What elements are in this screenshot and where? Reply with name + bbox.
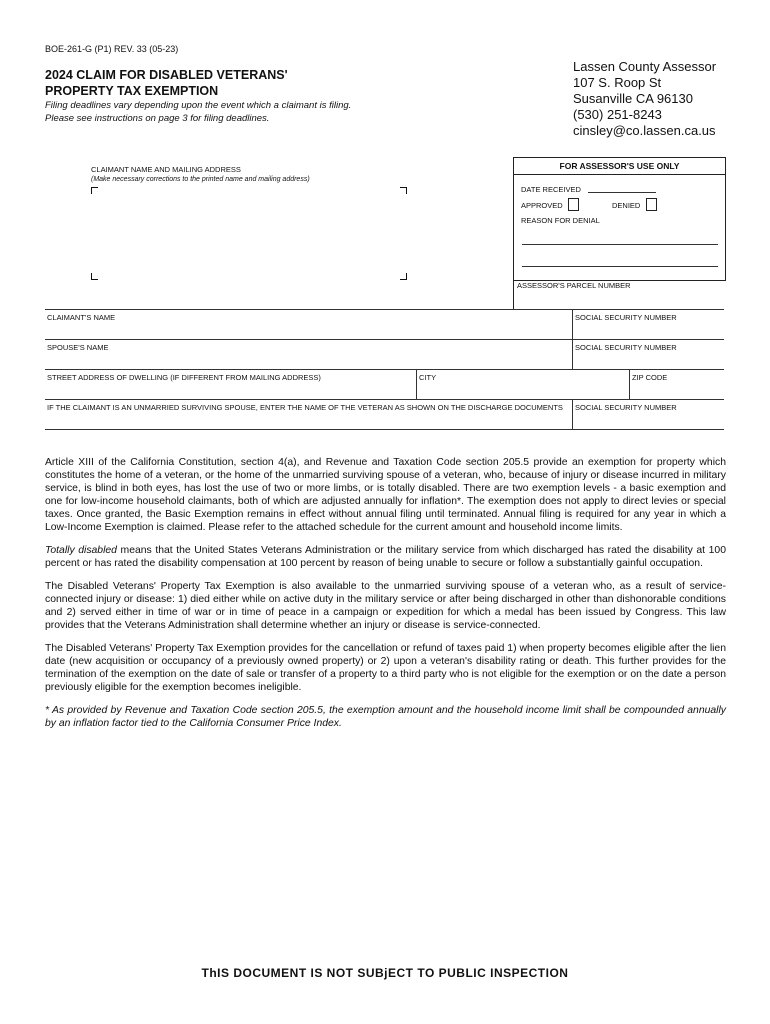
denied-checkbox[interactable] bbox=[646, 198, 657, 211]
veteran-ssn-field[interactable] bbox=[572, 400, 725, 429]
claimant-ssn-label: SOCIAL SECURITY NUMBER bbox=[575, 313, 677, 322]
filing-deadline-note bbox=[45, 99, 351, 125]
paragraph-totally-disabled bbox=[45, 544, 726, 570]
address-window-corner-bottom-left bbox=[91, 273, 98, 280]
veteran-name-field[interactable] bbox=[45, 400, 572, 429]
claimant-row bbox=[45, 309, 724, 339]
mailing-address-sublabel: (Make necessary corrections to the printed name and mailing address) bbox=[91, 176, 310, 183]
form-id: BOE-261-G (P1) REV. 33 (05-23) bbox=[45, 44, 179, 54]
approved-label: APPROVED bbox=[521, 201, 563, 210]
form-title-line1: 2024 CLAIM FOR DISABLED VETERANS' bbox=[45, 68, 288, 82]
assessor-phone: (530) 251-8243 bbox=[573, 107, 662, 122]
spouse-name-label: SPOUSE'S NAME bbox=[47, 343, 109, 352]
assessor-use-heading: FOR ASSESSOR'S USE ONLY bbox=[514, 158, 725, 175]
mailing-address-label bbox=[91, 165, 310, 185]
assessor-address-block bbox=[573, 59, 716, 139]
term-totally-disabled: Totally disabled bbox=[45, 545, 117, 556]
claimant-name-label: CLAIMANT'S NAME bbox=[47, 313, 116, 322]
claimant-name-field[interactable] bbox=[45, 310, 572, 339]
filing-deadline-note-line1: Filing deadlines vary depending upon the event which a claimant is filing. bbox=[45, 100, 352, 111]
street-address-label: STREET ADDRESS OF DWELLING (IF DIFFERENT FROM MAILING ADDRESS) bbox=[47, 373, 321, 382]
date-received-label: DATE RECEIVED bbox=[521, 185, 581, 194]
reason-for-denial-label: REASON FOR DENIAL bbox=[521, 216, 600, 225]
spouse-ssn-field[interactable] bbox=[572, 340, 725, 369]
parcel-number-label: ASSESSOR'S PARCEL NUMBER bbox=[517, 281, 631, 290]
assessor-city: Susanville CA 96130 bbox=[573, 91, 693, 106]
claimant-fields-grid bbox=[45, 309, 724, 430]
assessor-use-box bbox=[513, 157, 726, 281]
address-window-corner-top-right bbox=[400, 187, 407, 194]
parcel-number-field[interactable] bbox=[513, 279, 725, 309]
city-field[interactable] bbox=[416, 370, 630, 399]
veteran-ssn-label: SOCIAL SECURITY NUMBER bbox=[575, 403, 677, 412]
assessor-email: cinsley@co.lassen.ca.us bbox=[573, 123, 716, 138]
address-window-corner-bottom-right bbox=[400, 273, 407, 280]
street-address-field[interactable] bbox=[45, 370, 416, 399]
spouse-row bbox=[45, 339, 724, 369]
footnote-inflation: * As provided by Revenue and Taxation Code section 205.5, the exemption amount and the household income limit shall be compounded annually by an inflation factor tied to the California Consumer Price Index. bbox=[45, 705, 726, 729]
exemption-explanation bbox=[45, 456, 726, 740]
spouse-name-field[interactable] bbox=[45, 340, 572, 369]
date-received-line[interactable] bbox=[588, 192, 656, 193]
approved-checkbox[interactable] bbox=[568, 198, 579, 211]
veteran-row bbox=[45, 399, 724, 430]
veteran-name-label: IF THE CLAIMANT IS AN UNMARRIED SURVIVING SPOUSE, ENTER THE NAME OF THE VETERAN AS SHOWN ON THE DISCHARGE DOCUMENTS bbox=[47, 403, 563, 412]
reason-line-2[interactable] bbox=[522, 266, 718, 267]
reason-line-1[interactable] bbox=[522, 244, 718, 245]
address-row bbox=[45, 369, 724, 399]
spouse-ssn-label: SOCIAL SECURITY NUMBER bbox=[575, 343, 677, 352]
address-window-corner-top-left bbox=[91, 187, 98, 194]
paragraph-surviving-spouse: The Disabled Veterans' Property Tax Exemption is also available to the unmarried surviving spouse of a veteran who, as a result of service-connected injury or disease: 1) died either while on active duty in the military service or after being discharged in other than dishonorable conditions and 2) served either in time of war or in time of peace in a campaign or expedition for which a medal has been issued by Congress. This law provides that the Veterans Administration shall determine whether an injury or disease is service-connected. bbox=[45, 581, 726, 631]
denied-label: DENIED bbox=[612, 201, 641, 210]
paragraph-constitution: Article XIII of the California Constitution, section 4(a), and Revenue and Taxation Code section 205.5 provide an exemption for property which constitutes the home of a veteran, or the home of the unmarried surviving spouse of a veteran, who, because of injury or disease incurred in military service, is blind in both eyes, has lost the use of two or more limbs, or is totally disabled. There are two exemption levels - a basic exemption and one for low-income household claimants, both of which are adjusted annually for inflation*. The exemption does not apply to direct levies or special taxes. Once granted, the Basic Exemption remains in effect without annual filing until terminated. Annual filing is required for any year in which a Low-Income Exemption is claimed. Please refer to the attached schedule for the current amount and household income limits. bbox=[45, 457, 726, 533]
assessor-name: Lassen County Assessor bbox=[573, 59, 717, 74]
paragraph-cancellation-refund: The Disabled Veterans' Property Tax Exemption provides for the cancellation or refund of taxes paid 1) when property becomes eligible after the lien date (new acquisition or occupancy of a previously owned property) or 2) upon a veteran's disability rating or death. This further provides for the termination of the exemption on the date of sale or transfer of a property to a third party who is not eligible for the exemption or on the date a person previously eligible for the exemption becomes ineligible. bbox=[45, 643, 726, 693]
confidentiality-notice: ThIS DOCUMENT IS NOT SUBjECT TO PUBLIC INSPECTION bbox=[201, 966, 569, 980]
definition-totally-disabled: means that the United States Veterans Administration or the military service from which discharged has rated the disability at 100 percent or has rated the disability compensation at 100 percent by reason of being unable to secure or follow a substantially gainful occupation. bbox=[45, 545, 726, 569]
zip-code-field[interactable] bbox=[629, 370, 725, 399]
mailing-address-title: CLAIMANT NAME AND MAILING ADDRESS bbox=[91, 165, 241, 174]
assessor-street: 107 S. Roop St bbox=[573, 75, 662, 90]
claimant-ssn-field[interactable] bbox=[572, 310, 725, 339]
form-title bbox=[45, 67, 288, 99]
filing-deadline-note-line2: Please see instructions on page 3 for filing deadlines. bbox=[45, 113, 270, 124]
city-label: CITY bbox=[419, 373, 437, 382]
zip-code-label: ZIP CODE bbox=[632, 373, 668, 382]
form-title-line2: PROPERTY TAX EXEMPTION bbox=[45, 84, 219, 98]
